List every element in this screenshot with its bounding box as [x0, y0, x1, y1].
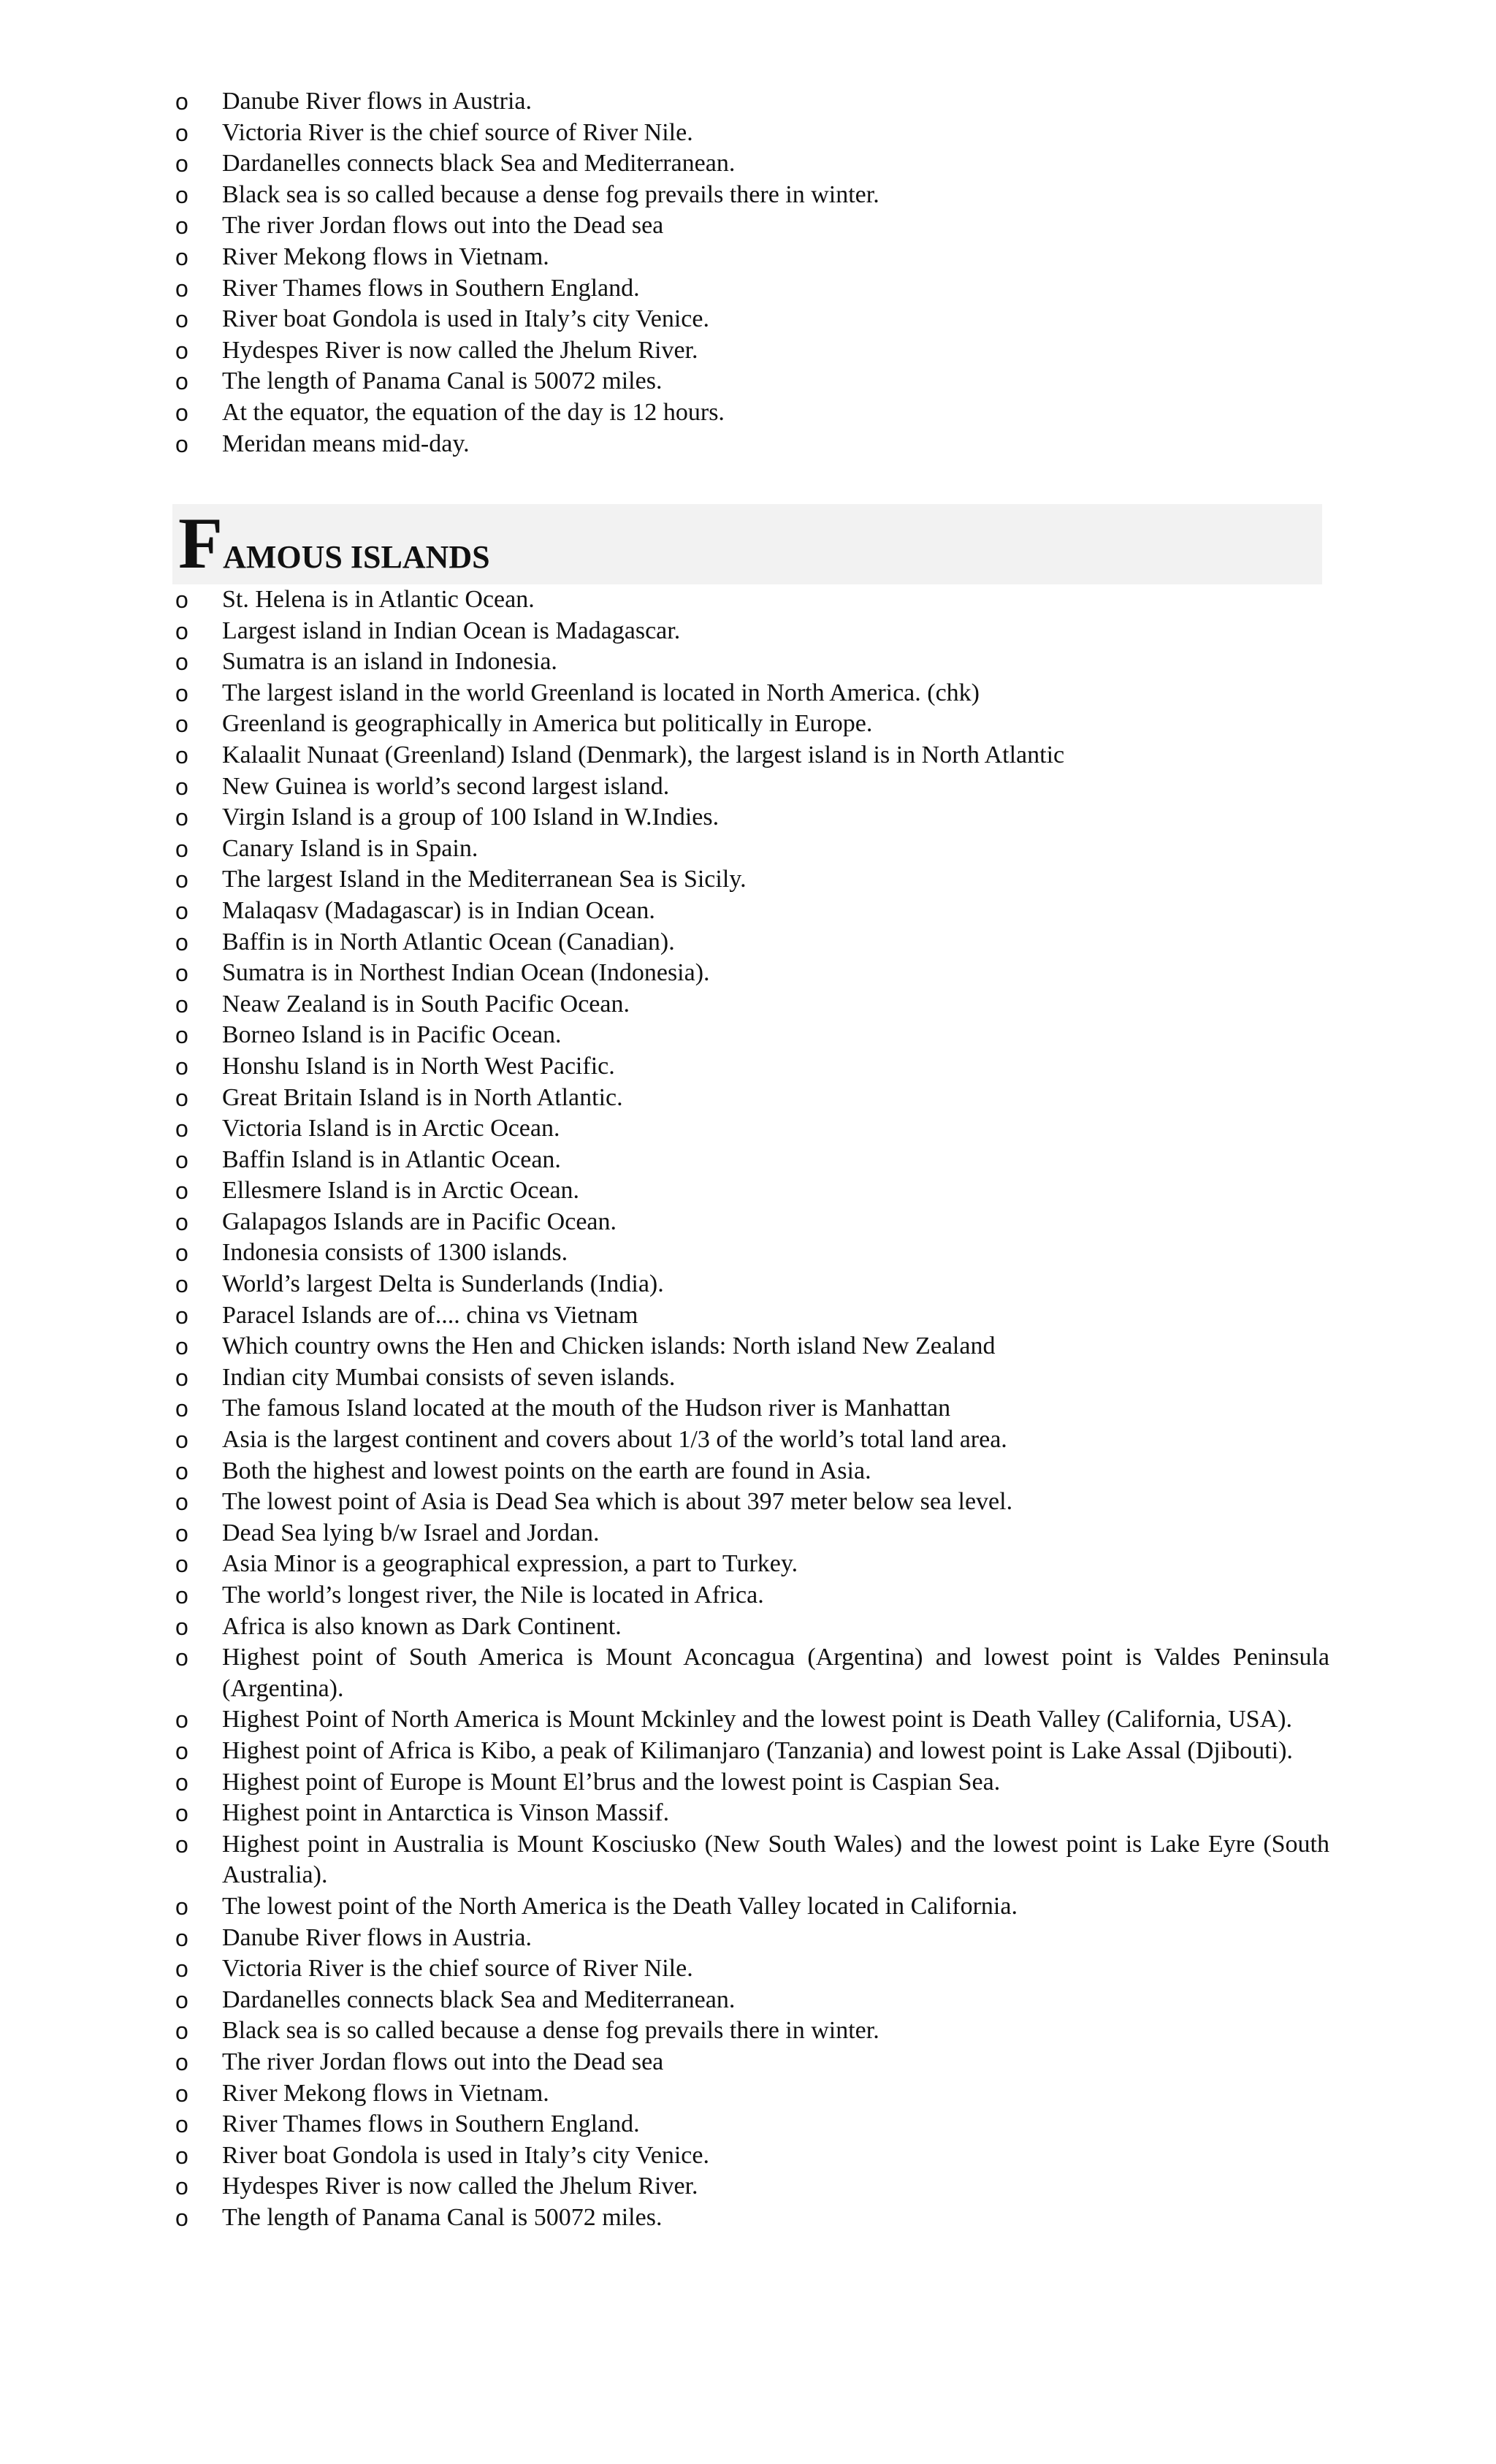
list-item-text: The largest island in the world Greenland is located in North America. (chk): [222, 679, 980, 706]
list-item-text: New Guinea is world’s second largest island.: [222, 772, 670, 800]
bullet-icon: o: [175, 1457, 188, 1484]
list-item: [175, 1487, 1329, 1518]
list-item: [175, 1331, 1329, 1362]
list-item: [175, 834, 1329, 865]
list-item-text: Paracel Islands are of.... china vs Vietnam: [222, 1301, 638, 1329]
bullet-icon: o: [175, 88, 188, 115]
list-item: [175, 678, 1329, 709]
list-item: [175, 1580, 1329, 1611]
list-item: [175, 1704, 1329, 1736]
list-item-text: River boat Gondola is used in Italy’s city Venice.: [222, 305, 709, 333]
list-item-text: The river Jordan flows out into the Dead sea: [222, 2048, 664, 2075]
list-item: [175, 927, 1329, 958]
list-item-text: Highest point of Europe is Mount El’brus and the lowest point is Caspian Sea.: [222, 1768, 1001, 1796]
list-item-text: Ellesmere Island is in Arctic Ocean.: [222, 1177, 580, 1205]
list-item: [175, 1051, 1329, 1083]
list-item-text: Indonesia consists of 1300 islands.: [222, 1239, 568, 1267]
list-item: [175, 1020, 1329, 1051]
bullet-icon: o: [175, 1271, 188, 1298]
list-item: [175, 1083, 1329, 1114]
bullet-icon: o: [175, 1178, 188, 1205]
bullet-icon: o: [175, 1240, 188, 1267]
bullet-icon: o: [175, 2048, 188, 2075]
list-item: [175, 1269, 1329, 1300]
list-item: [175, 1549, 1329, 1580]
facts-list-islands: [175, 584, 1329, 2233]
section-heading-famous-islands: [172, 504, 1322, 584]
bullet-icon: o: [175, 119, 188, 146]
bullet-icon: o: [175, 430, 188, 457]
list-item-text: At the equator, the equation of the day is 12 hours.: [222, 398, 725, 426]
bullet-icon: o: [175, 866, 188, 893]
list-item-text: Sumatra is an island in Indonesia.: [222, 648, 557, 676]
bullet-icon: o: [175, 1986, 188, 2013]
bullet-icon: o: [175, 617, 188, 644]
bullet-icon: o: [175, 150, 188, 178]
list-item-text: Great Britain Island is in North Atlantic.: [222, 1083, 623, 1111]
list-item-text: Highest Point of North America is Mount Mckinley and the lowest point is Death Valley (California, USA).: [222, 1706, 1292, 1733]
list-item-text: The river Jordan flows out into the Dead sea: [222, 212, 664, 240]
list-item: [175, 335, 1329, 367]
list-item-text: Danube River flows in Austria.: [222, 88, 532, 115]
bullet-icon: o: [175, 1208, 188, 1235]
list-item: [175, 180, 1329, 211]
list-item: [175, 1113, 1329, 1145]
list-item: [175, 584, 1329, 616]
list-item: [175, 709, 1329, 740]
list-item-text: Highest point of South America is Mount Aconcagua (Argentina) and lowest point is Valdes Peninsula (Argentina).: [222, 1644, 1329, 1702]
bullet-icon: o: [175, 1146, 188, 1173]
bullet-icon: o: [175, 1582, 188, 1609]
list-item: [175, 1362, 1329, 1394]
list-item-text: River Mekong flows in Vietnam.: [222, 2079, 549, 2107]
list-item: [175, 1518, 1329, 1549]
list-item: [175, 2078, 1329, 2110]
list-item: [175, 1175, 1329, 1207]
list-item-text: The length of Panama Canal is 50072 miles.: [222, 367, 663, 395]
bullet-icon: o: [175, 804, 188, 831]
bullet-icon: o: [175, 2080, 188, 2107]
bullet-icon: o: [175, 1706, 188, 1733]
bullet-icon: o: [175, 928, 188, 956]
bullet-icon: o: [175, 1956, 188, 1983]
bullet-icon: o: [175, 1644, 188, 1671]
bullet-icon: o: [175, 2204, 188, 2231]
heading-drop-cap: F: [178, 503, 224, 584]
list-item: [175, 1923, 1329, 1954]
list-item: [175, 366, 1329, 397]
list-item-text: Greenland is geographically in America but politically in Europe.: [222, 710, 873, 738]
bullet-icon: o: [175, 243, 188, 270]
bullet-icon: o: [175, 1022, 188, 1049]
bullet-icon: o: [175, 679, 188, 706]
list-item-text: Indian city Mumbai consists of seven islands.: [222, 1363, 676, 1391]
list-item-text: Which country owns the Hen and Chicken islands: North island New Zealand: [222, 1332, 996, 1360]
list-item-text: Honshu Island is in North West Pacific.: [222, 1052, 615, 1080]
list-item-text: Highest point in Australia is Mount Kosciusko (New South Wales) and the lowest point is Lake Eyre (South Australia).: [222, 1830, 1329, 1889]
list-item: [175, 1300, 1329, 1332]
bullet-icon: o: [175, 399, 188, 426]
list-item-text: Victoria River is the chief source of River Nile.: [222, 118, 693, 146]
bullet-icon: o: [175, 649, 188, 676]
bullet-icon: o: [175, 711, 188, 738]
bullet-icon: o: [175, 1053, 188, 1080]
list-item-text: Black sea is so called because a dense fog prevails there in winter.: [222, 180, 879, 208]
list-item-text: St. Helena is in Atlantic Ocean.: [222, 586, 535, 613]
list-item: [175, 118, 1329, 149]
list-item-text: River Thames flows in Southern England.: [222, 274, 640, 302]
list-item-text: The lowest point of the North America is the Death Valley located in California.: [222, 1892, 1018, 1920]
list-item-text: Both the highest and lowest points on the earth are found in Asia.: [222, 1457, 871, 1484]
bullet-icon: o: [175, 1769, 188, 1796]
list-item: [175, 1985, 1329, 2016]
list-item-text: World’s largest Delta is Sunderlands (India).: [222, 1270, 664, 1298]
list-item-text: Kalaalit Nunaat (Greenland) Island (Denmark), the largest island is in North Atlantic: [222, 741, 1065, 768]
list-item-text: Highest point of Africa is Kibo, a peak of Kilimanjaro (Tanzania) and lowest point is Lake Assal (Djibouti).: [222, 1736, 1293, 1764]
list-item: [175, 1207, 1329, 1238]
list-item: [175, 242, 1329, 273]
list-item-text: The largest Island in the Mediterranean Sea is Sicily.: [222, 866, 747, 893]
list-item-text: The famous Island located at the mouth of the Hudson river is Manhattan: [222, 1395, 951, 1422]
bullet-icon: o: [175, 960, 188, 987]
list-item: [175, 1953, 1329, 1985]
list-item: [175, 210, 1329, 242]
list-item-text: River boat Gondola is used in Italy’s city Venice.: [222, 2141, 709, 2169]
list-item-text: Asia is the largest continent and covers about 1/3 of the world’s total land area.: [222, 1426, 1007, 1454]
list-item: [175, 1145, 1329, 1176]
bullet-icon: o: [175, 587, 188, 613]
list-item: [175, 1891, 1329, 1923]
bullet-icon: o: [175, 368, 188, 395]
list-item-text: Hydespes River is now called the Jhelum River.: [222, 2173, 698, 2200]
list-item: [175, 1611, 1329, 1643]
list-item: [175, 1642, 1329, 1704]
bullet-icon: o: [175, 1831, 188, 1858]
list-item: [175, 1393, 1329, 1424]
bullet-icon: o: [175, 1427, 188, 1454]
list-item: [175, 1767, 1329, 1799]
bullet-icon: o: [175, 1924, 188, 1951]
list-item: [175, 148, 1329, 180]
list-item: [175, 896, 1329, 927]
list-item: [175, 2109, 1329, 2140]
bullet-icon: o: [175, 1395, 188, 1422]
list-item-text: Galapagos Islands are in Pacific Ocean.: [222, 1208, 617, 1235]
bullet-icon: o: [175, 1800, 188, 1827]
list-item: [175, 273, 1329, 305]
bullet-icon: o: [175, 2111, 188, 2138]
bullet-icon: o: [175, 741, 188, 768]
list-item-text: Hydespes River is now called the Jhelum River.: [222, 336, 698, 364]
list-item-text: Baffin Island is in Atlantic Ocean.: [222, 1145, 561, 1173]
list-item-text: Largest island in Indian Ocean is Madagascar.: [222, 617, 681, 644]
list-item-text: Malaqasv (Madagascar) is in Indian Ocean.: [222, 896, 655, 924]
bullet-icon: o: [175, 1115, 188, 1143]
list-item: [175, 2047, 1329, 2078]
list-item: [175, 1456, 1329, 1487]
bullet-icon: o: [175, 2142, 188, 2169]
bullet-icon: o: [175, 1737, 188, 1764]
list-item-text: The lowest point of Asia is Dead Sea which is about 397 meter below sea level.: [222, 1488, 1013, 1516]
list-item: [175, 429, 1329, 460]
list-item: [175, 2140, 1329, 2172]
list-item-text: Dardanelles connects black Sea and Mediterranean.: [222, 1986, 736, 2013]
list-item-text: The world’s longest river, the Nile is located in Africa.: [222, 1582, 764, 1609]
list-item-text: Canary Island is in Spain.: [222, 834, 478, 862]
bullet-icon: o: [175, 897, 188, 924]
list-item-text: River Mekong flows in Vietnam.: [222, 243, 549, 270]
bullet-icon: o: [175, 1489, 188, 1516]
list-item-text: Dardanelles connects black Sea and Mediterranean.: [222, 150, 736, 178]
list-item: [175, 1829, 1329, 1891]
bullet-icon: o: [175, 1551, 188, 1578]
bullet-icon: o: [175, 1302, 188, 1329]
bullet-icon: o: [175, 1519, 188, 1546]
bullet-icon: o: [175, 1613, 188, 1640]
heading-title-rest: AMOUS ISLANDS: [223, 539, 490, 575]
list-item: [175, 2202, 1329, 2234]
list-item-text: Highest point in Antarctica is Vinson Massif.: [222, 1799, 670, 1827]
bullet-icon: o: [175, 1893, 188, 1920]
bullet-icon: o: [175, 2018, 188, 2045]
list-item-text: Asia Minor is a geographical expression, a part to Turkey.: [222, 1550, 798, 1578]
list-item-text: Dead Sea lying b/w Israel and Jordan.: [222, 1519, 600, 1546]
list-item-text: The length of Panama Canal is 50072 miles.: [222, 2203, 663, 2231]
bullet-icon: o: [175, 2173, 188, 2200]
list-item: [175, 864, 1329, 896]
list-item: [175, 958, 1329, 989]
bullet-icon: o: [175, 306, 188, 333]
bullet-icon: o: [175, 181, 188, 208]
bullet-icon: o: [175, 213, 188, 240]
section-heading-text: [178, 503, 490, 584]
facts-list-rivers: [175, 86, 1329, 459]
list-item-text: Baffin is in North Atlantic Ocean (Canadian).: [222, 928, 675, 956]
list-item: [175, 802, 1329, 834]
list-item: [175, 397, 1329, 429]
bullet-icon: o: [175, 337, 188, 364]
bullet-icon: o: [175, 773, 188, 800]
list-item: [175, 989, 1329, 1021]
list-item: [175, 771, 1329, 803]
list-item: [175, 1736, 1329, 1767]
list-item-text: Sumatra is in Northest Indian Ocean (Indonesia).: [222, 959, 710, 987]
list-item: [175, 86, 1329, 118]
list-item-text: Neaw Zealand is in South Pacific Ocean.: [222, 990, 630, 1018]
list-item: [175, 1237, 1329, 1269]
bullet-icon: o: [175, 1364, 188, 1391]
list-item: [175, 1798, 1329, 1829]
bullet-icon: o: [175, 1084, 188, 1111]
list-item-text: Africa is also known as Dark Continent.: [222, 1612, 622, 1640]
list-item-text: Danube River flows in Austria.: [222, 1923, 532, 1951]
list-item: [175, 616, 1329, 647]
list-item-text: Meridan means mid-day.: [222, 430, 470, 457]
list-item-text: Victoria River is the chief source of River Nile.: [222, 1955, 693, 1983]
list-item-text: Victoria Island is in Arctic Ocean.: [222, 1115, 560, 1143]
list-item-text: Virgin Island is a group of 100 Island in W.Indies.: [222, 804, 720, 831]
bullet-icon: o: [175, 991, 188, 1018]
list-item-text: River Thames flows in Southern England.: [222, 2110, 640, 2138]
bullet-icon: o: [175, 1333, 188, 1360]
list-item: [175, 646, 1329, 678]
list-item: [175, 304, 1329, 335]
bullet-icon: o: [175, 835, 188, 862]
list-item: [175, 740, 1329, 771]
list-item: [175, 2015, 1329, 2047]
list-item: [175, 1424, 1329, 1456]
list-item-text: Borneo Island is in Pacific Ocean.: [222, 1021, 562, 1049]
list-item: [175, 2171, 1329, 2202]
bullet-icon: o: [175, 275, 188, 302]
list-item-text: Black sea is so called because a dense fog prevails there in winter.: [222, 2017, 879, 2045]
